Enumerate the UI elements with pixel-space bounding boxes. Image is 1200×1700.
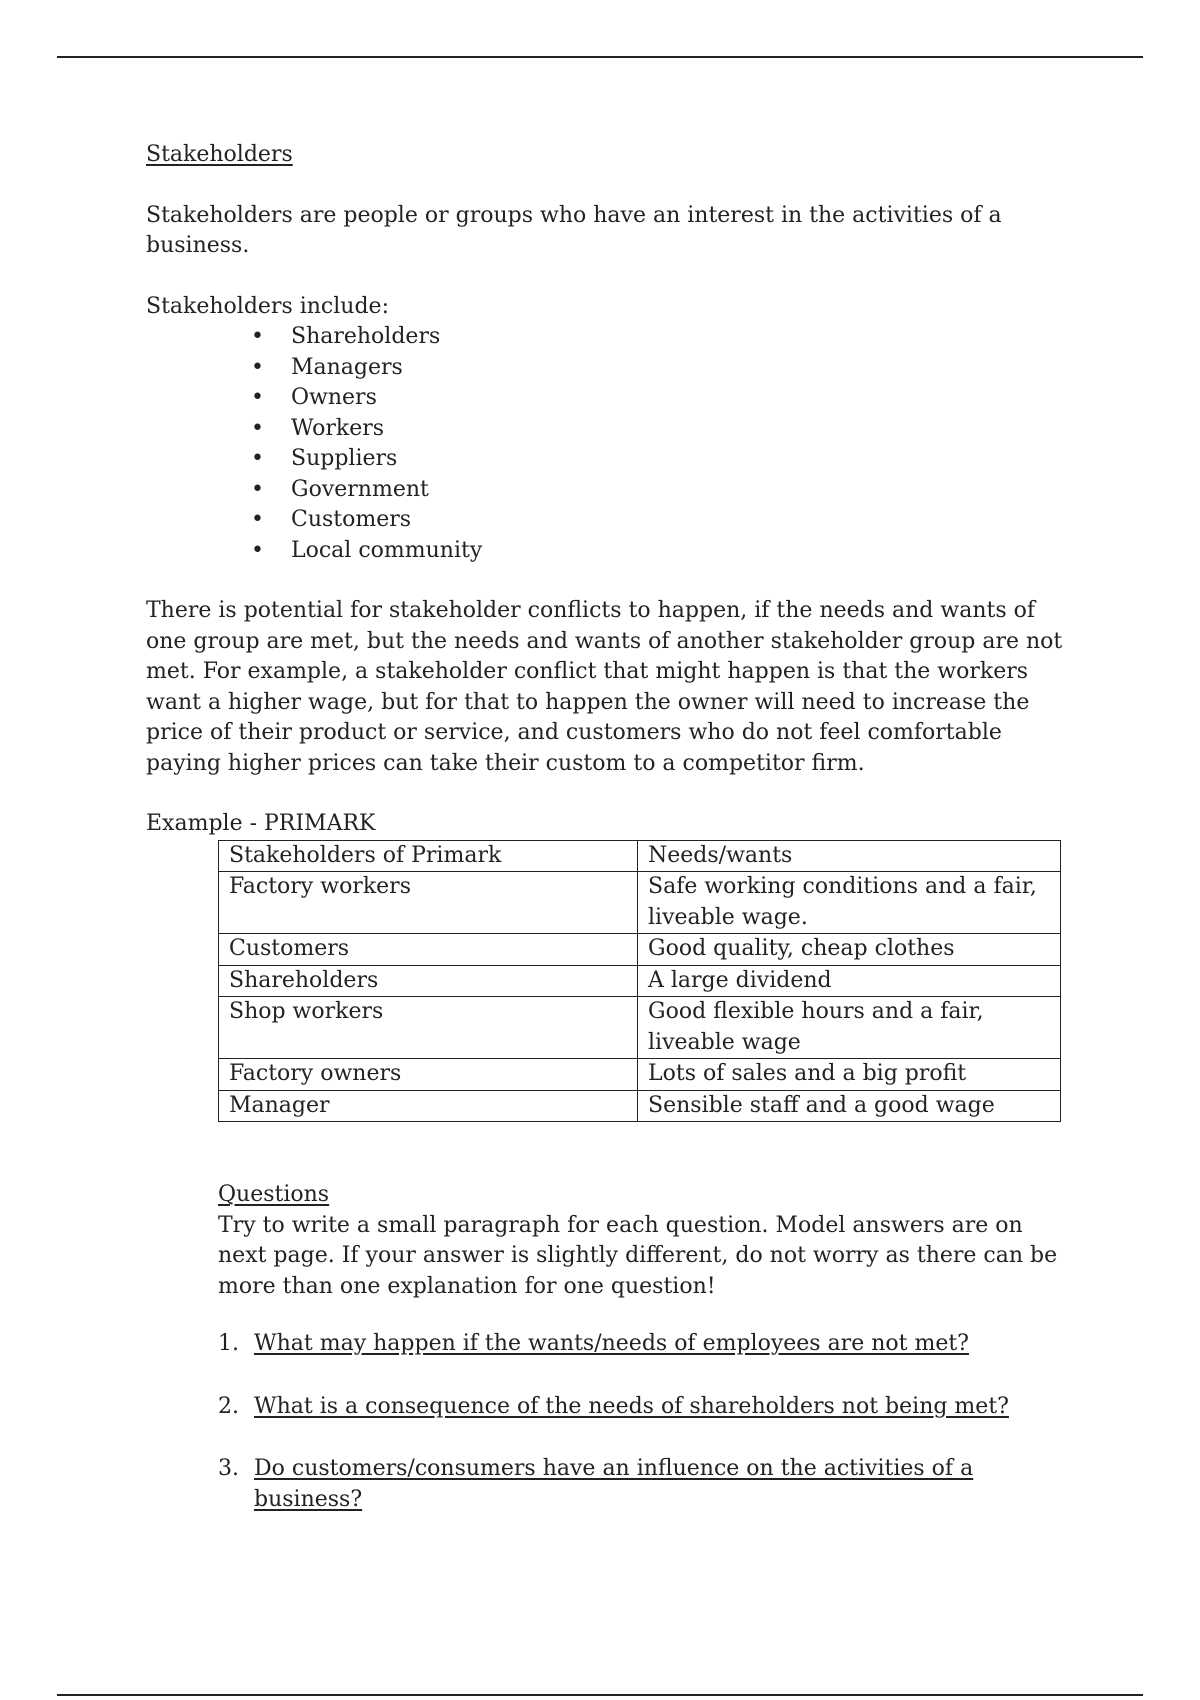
question-item [218, 1392, 1066, 1423]
table-cell: Lots of sales and a big profit [638, 1059, 1061, 1091]
table-cell: Customers [219, 934, 638, 966]
table-cell: Manager [219, 1090, 638, 1122]
table-cell: Shop workers [219, 997, 638, 1059]
footer-rule [57, 1694, 1143, 1696]
table-row [219, 965, 1061, 997]
conflict-paragraph: There is potential for stakeholder conflicts to happen, if the needs and wants of one group are met, but the needs and wants of another stakeholder group are not met. For example, a stakeholder conflict that might happen is that the workers want a higher wage, but for that to happen the owner will need to increase the price of their product or service, and customers who do not feel comfortable paying higher prices can take their custom to a competitor firm. [146, 598, 1063, 776]
questions-title: Questions [218, 1182, 330, 1207]
definition-paragraph: Stakeholders are people or groups who have an interest in the activities of a business. [146, 202, 1002, 258]
list-intro: Stakeholders include: [146, 293, 389, 319]
question-number: 2. [218, 1393, 239, 1419]
list-item: • Shareholders [251, 322, 1066, 353]
list-item: • Local community [251, 536, 1066, 567]
header-rule [57, 56, 1143, 58]
question-text: Do customers/consumers have an influence on the activities of a business? [254, 1456, 974, 1512]
list-item: • Suppliers [251, 444, 1066, 475]
table-row [219, 997, 1061, 1059]
question-number: 1. [218, 1331, 239, 1356]
document-body [146, 140, 1066, 1547]
question-item [218, 1454, 1066, 1515]
table-row [219, 1090, 1061, 1122]
stakeholders-list [146, 322, 1066, 566]
table-cell: Factory workers [219, 872, 638, 934]
table-cell: Factory owners [219, 1059, 638, 1091]
questions-section [218, 1180, 1066, 1515]
list-item: • Customers [251, 505, 1066, 536]
questions-list [218, 1329, 1066, 1515]
table-cell: Good flexible hours and a fair, liveable wage [638, 997, 1061, 1059]
list-item: • Workers [251, 414, 1066, 445]
list-item: • Government [251, 475, 1066, 506]
question-text: What may happen if the wants/needs of employees are not met? [254, 1331, 969, 1356]
table-cell: Safe working conditions and a fair, liveable wage. [638, 872, 1061, 934]
questions-instructions: Try to write a small paragraph for each question. Model answers are on next page. If your answer is slightly different, do not worry as there can be more than one explanation for one question! [218, 1212, 1058, 1299]
question-text: What is a consequence of the needs of shareholders not being met? [254, 1393, 1009, 1419]
page-title: Stakeholders [146, 142, 293, 167]
table-cell: Good quality, cheap clothes [638, 934, 1061, 966]
question-number: 3. [218, 1456, 239, 1481]
table-cell: Shareholders [219, 965, 638, 997]
table-row [219, 1059, 1061, 1091]
list-item: • Managers [251, 353, 1066, 384]
table-header-row [219, 840, 1061, 872]
table-header-cell: Needs/wants [638, 840, 1061, 872]
example-label: Example - PRIMARK [146, 811, 376, 836]
table-row [219, 872, 1061, 934]
list-item: • Owners [251, 383, 1066, 414]
table-header-cell: Stakeholders of Primark [219, 840, 638, 872]
stakeholders-table [218, 840, 1061, 1123]
question-item [218, 1329, 1066, 1360]
table-row [219, 934, 1061, 966]
table-cell: A large dividend [638, 965, 1061, 997]
table-cell: Sensible staff and a good wage [638, 1090, 1061, 1122]
